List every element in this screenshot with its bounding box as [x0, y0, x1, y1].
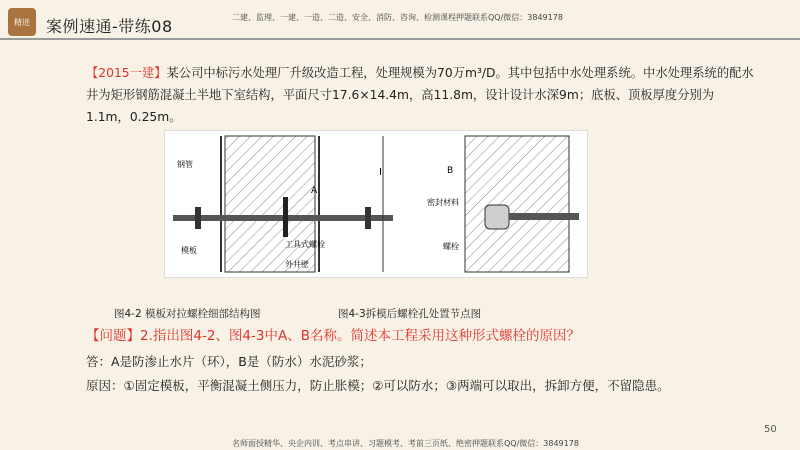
sealant-label: 密封材料	[427, 198, 459, 207]
figure-4-2-diagram	[173, 136, 393, 272]
wall-section-2	[465, 136, 569, 272]
intro-paragraph	[86, 62, 756, 128]
logo: 精进	[8, 8, 36, 36]
figure-panel	[164, 130, 588, 278]
wall-section	[225, 136, 315, 272]
answer-line-1: 答：A是防渗止水片（环），B是（防水）水泥砂浆；	[86, 354, 372, 369]
intro-tag: 【2015一建】	[86, 66, 167, 80]
nut-left	[195, 207, 201, 229]
figure-4-3-caption: 图4-3拆模后螺栓孔处置节点图	[338, 308, 482, 320]
label-a: A	[311, 186, 318, 196]
tool-bolt-label: 工具式螺栓	[285, 240, 325, 249]
answer-line-2: 原因：①固定模板，平衡混凝土侧压力，防止胀模；②可以防水；③两端可以取出，拆卸方便，不留隐患。	[86, 378, 670, 393]
figure-4-2-caption: 图4-2 模板对拉螺栓细部结构图	[114, 308, 261, 320]
footer-note: 名师面授精华、央企内训、考点串讲、习题模考、考前三页纸、绝密押题联系QQ/微信：3849178	[232, 439, 579, 448]
header-divider	[0, 38, 800, 40]
page-title: 案例速通-带练08	[46, 17, 173, 36]
formwork-label: 模板	[181, 246, 197, 255]
nut-right	[365, 207, 371, 229]
bolt-label: 螺栓	[443, 242, 459, 251]
bolt-stub	[509, 213, 579, 220]
figure-4-3-diagram	[427, 136, 579, 272]
outer-wall-label: 外井壁	[285, 260, 309, 269]
label-b: B	[447, 166, 454, 176]
figure-diagrams	[165, 131, 587, 277]
page-number: 50	[764, 424, 777, 435]
water-stop-ring	[283, 197, 288, 237]
section-marker: I	[379, 167, 382, 178]
header-note: 二建、监理、一建、一造、二造、安全、消防、咨询、检测课程押题联系QQ/微信：3849178	[232, 13, 563, 22]
mortar-plug	[485, 205, 509, 229]
intro-text: 某公司中标污水处理厂升级改造工程，处理规模为70万m³/D。其中包括中水处理系统。中水处理系统的配水井为矩形钢筋混凝土半地下室结构，平面尺寸17.6×14.4m，高11.8m，设计设计水深9m；底板、顶板厚度分别为1.1m，0.25m。	[86, 66, 754, 124]
question-text: 【问题】2.指出图4-2、图4-3中A、B名称。简述本工程采用这种形式螺栓的原因？	[86, 328, 580, 344]
steel-pipe-label: 钢管	[177, 160, 193, 169]
